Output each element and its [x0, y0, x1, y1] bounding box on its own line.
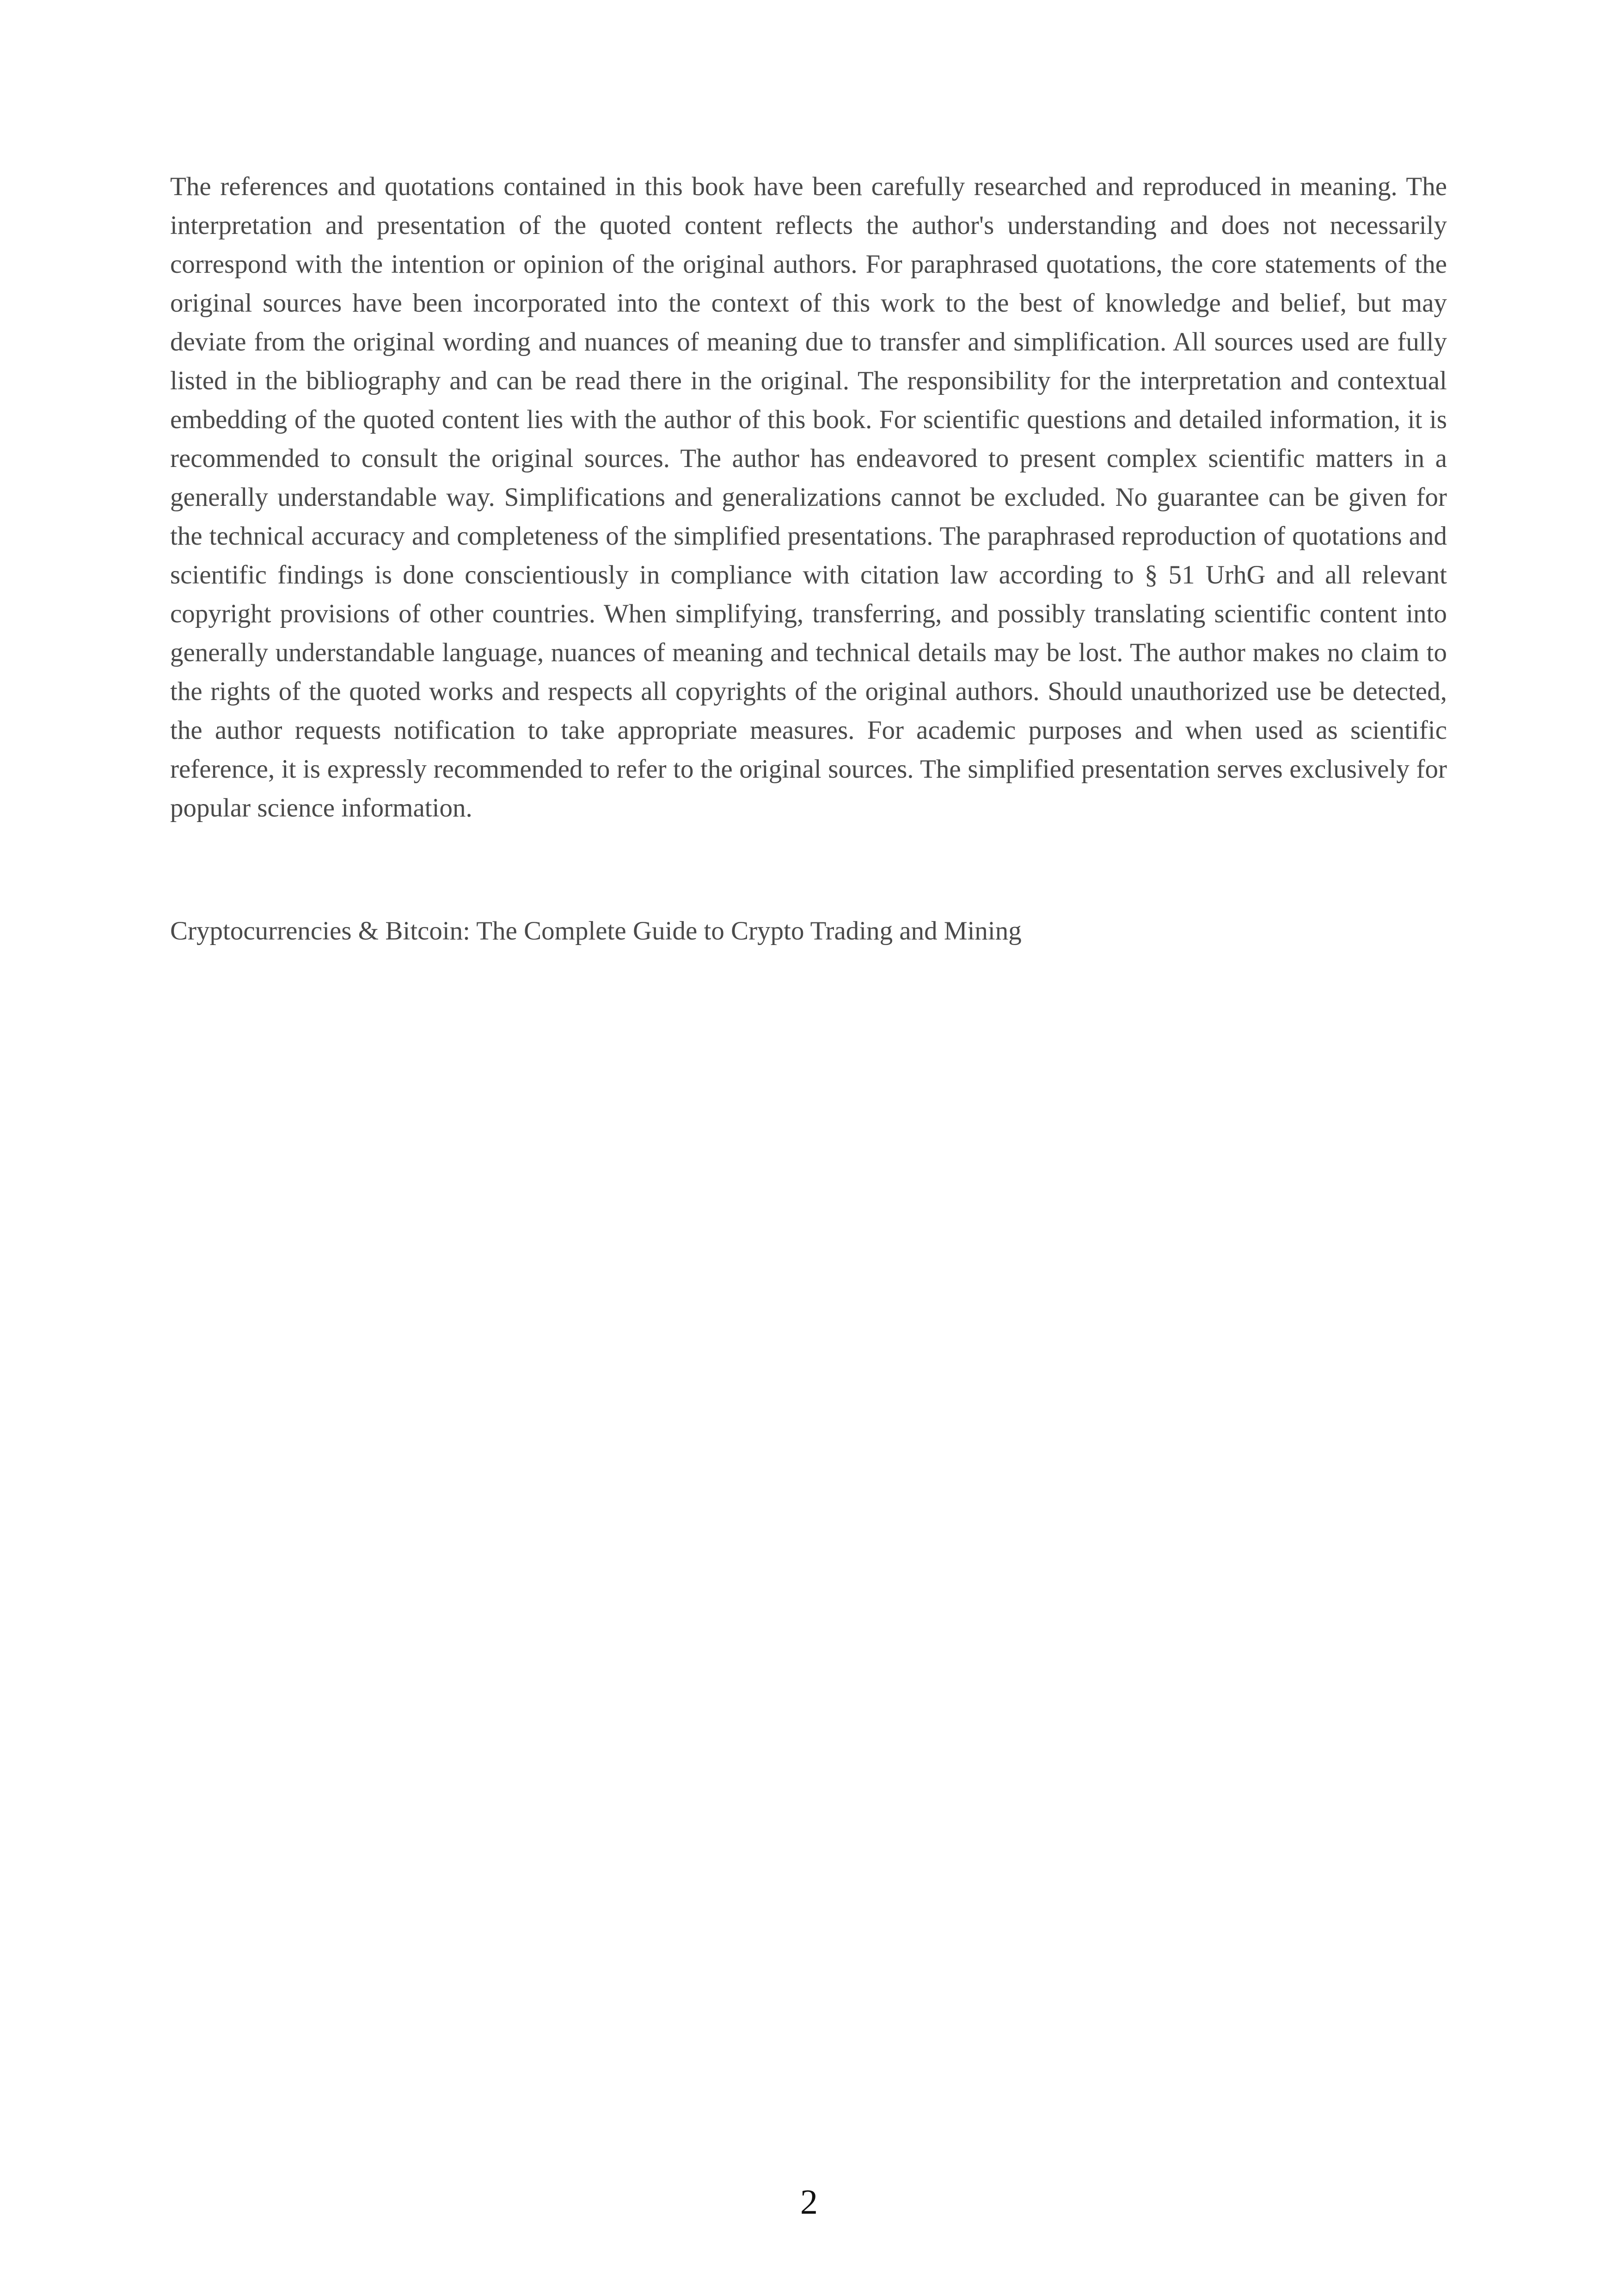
disclaimer-paragraph: The references and quotations contained in this book have been carefully researched and reproduced in meaning. The interpretation and presentation of the quoted content reflects the author's understanding and does not necessarily correspond with the intention or opinion of the original authors. For paraphrased quotations, the core statements of the original sources have been incorporated into the context of this work to the best of knowledge and belief, but may deviate from the original wording and nuances of meaning due to transfer and simplification. All sources used are fully listed in the bibliography and can be read there in the original. The responsibility for the interpretation and contextual embedding of the quoted content lies with the author of this book. For scientific questions and detailed information, it is recommended to consult the original sources. The author has endeavored to present complex scientific matters in a generally understandable way. Simplifications and generalizations cannot be excluded. No guarantee can be given for the technical accuracy and completeness of the simplified presentations. The paraphrased reproduction of quotations and scientific findings is done conscientiously in compliance with citation law according to § 51 UrhG and all relevant copyright provisions of other countries. When simplifying, transferring, and possibly translating scientific content into generally understandable language, nuances of meaning and technical details may be lost. The author makes no claim to the rights of the quoted works and respects all copyrights of the original authors. Should unauthorized use be detected, the author requests notification to take appropriate measures. For academic purposes and when used as scientific reference, it is expressly recommended to refer to the original sources. The simplified presentation serves exclusively for popular science information. — [170, 172, 1447, 823]
page-number: 2 — [800, 2183, 818, 2222]
book-title-line: Cryptocurrencies & Bitcoin: The Complete Guide to Crypto Trading and Mining — [170, 916, 1022, 945]
